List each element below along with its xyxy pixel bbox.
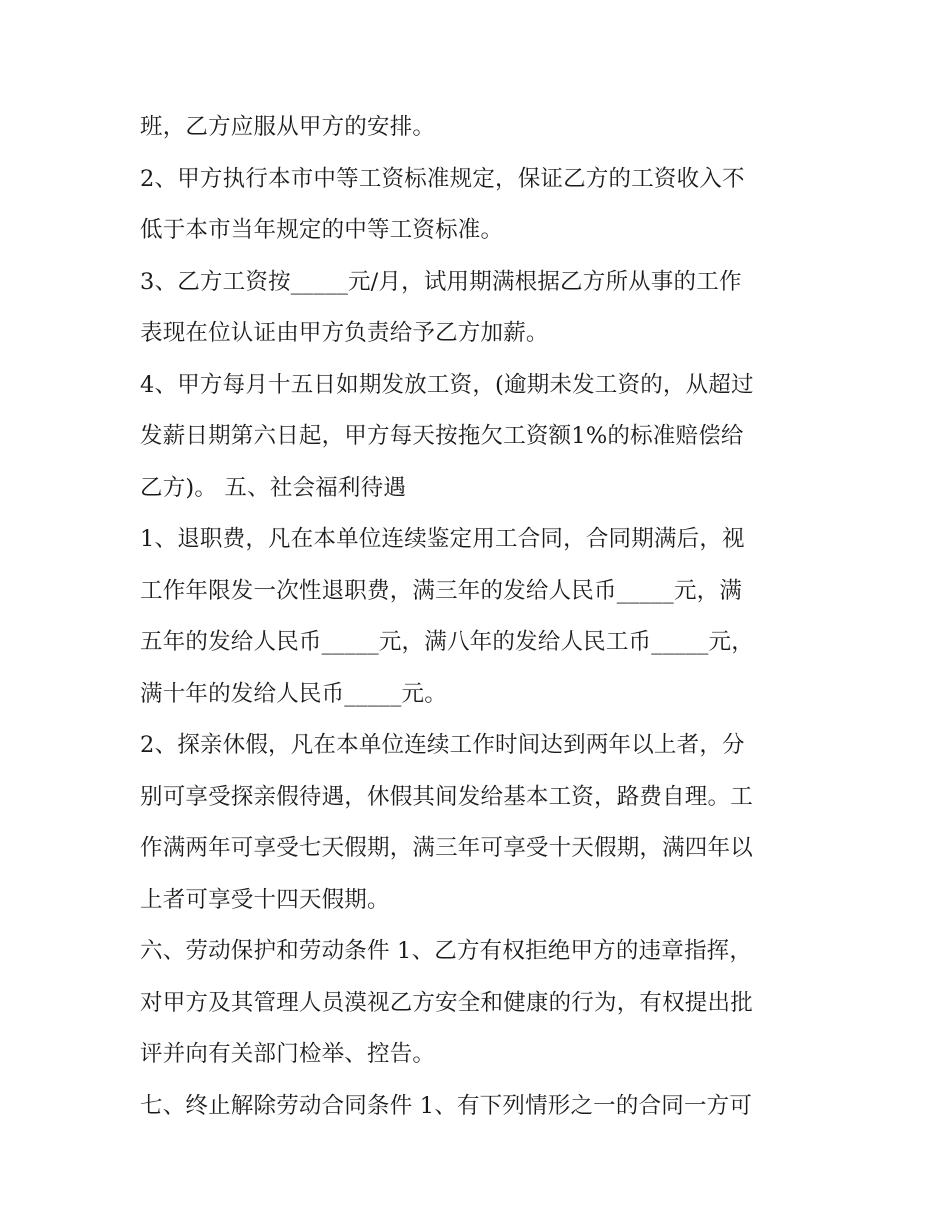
text-line: 对甲方及其管理人员漠视乙方安全和健康的行为，有权提出批 <box>140 989 753 1016</box>
text-line: 4、甲方每月十五日如期发放工资，(逾期未发工资的，从超过 <box>140 371 754 398</box>
text-line: 五年的发给人民币_____元，满八年的发给人民工币_____元， <box>140 629 754 655</box>
text-line: 上者可享受十四天假期。 <box>140 886 390 913</box>
text-line: 乙方)。 五、社会福利待遇 <box>140 474 407 501</box>
text-line: 六、劳动保护和劳动条件 1、乙方有权拒绝甲方的违章指挥， <box>140 938 753 964</box>
text-line: 班，乙方应服从甲方的安排。 <box>140 114 436 140</box>
text-line: 表现在位认证由甲方负责给予乙方加薪。 <box>140 320 549 346</box>
text-line: 满十年的发给人民币_____元。 <box>140 680 447 707</box>
text-line: 低于本市当年规定的中等工资标准。 <box>140 217 504 243</box>
text-line: 七、终止解除劳动合同条件 1、有下列情形之一的合同一方可 <box>140 1092 753 1119</box>
text-line: 2、探亲休假，凡在本单位连续工作时间达到两年以上者，分 <box>140 732 745 758</box>
text-line: 发薪日期第六日起，甲方每天按拖欠工资额1%的标准赔偿给 <box>140 423 744 449</box>
text-line: 工作年限发一次性退职费，满三年的发给人民币_____元，满 <box>140 577 743 604</box>
text-line: 2、甲方执行本市中等工资标准规定，保证乙方的工资收入不 <box>140 165 745 192</box>
document-body <box>140 102 815 1132</box>
text-line: 3、乙方工资按_____元/月，试用期满根据乙方所从事的工作 <box>140 268 742 295</box>
text-line: 别可享受探亲假待遇，休假其间发给基本工资，路费自理。工 <box>140 783 753 810</box>
text-line: 1、退职费，凡在本单位连续鉴定用工合同，合同期满后，视 <box>140 526 745 552</box>
text-line: 评并向有关部门检举、控告。 <box>140 1041 436 1067</box>
text-line: 作满两年可享受七天假期，满三年可享受十天假期，满四年以 <box>140 835 753 861</box>
